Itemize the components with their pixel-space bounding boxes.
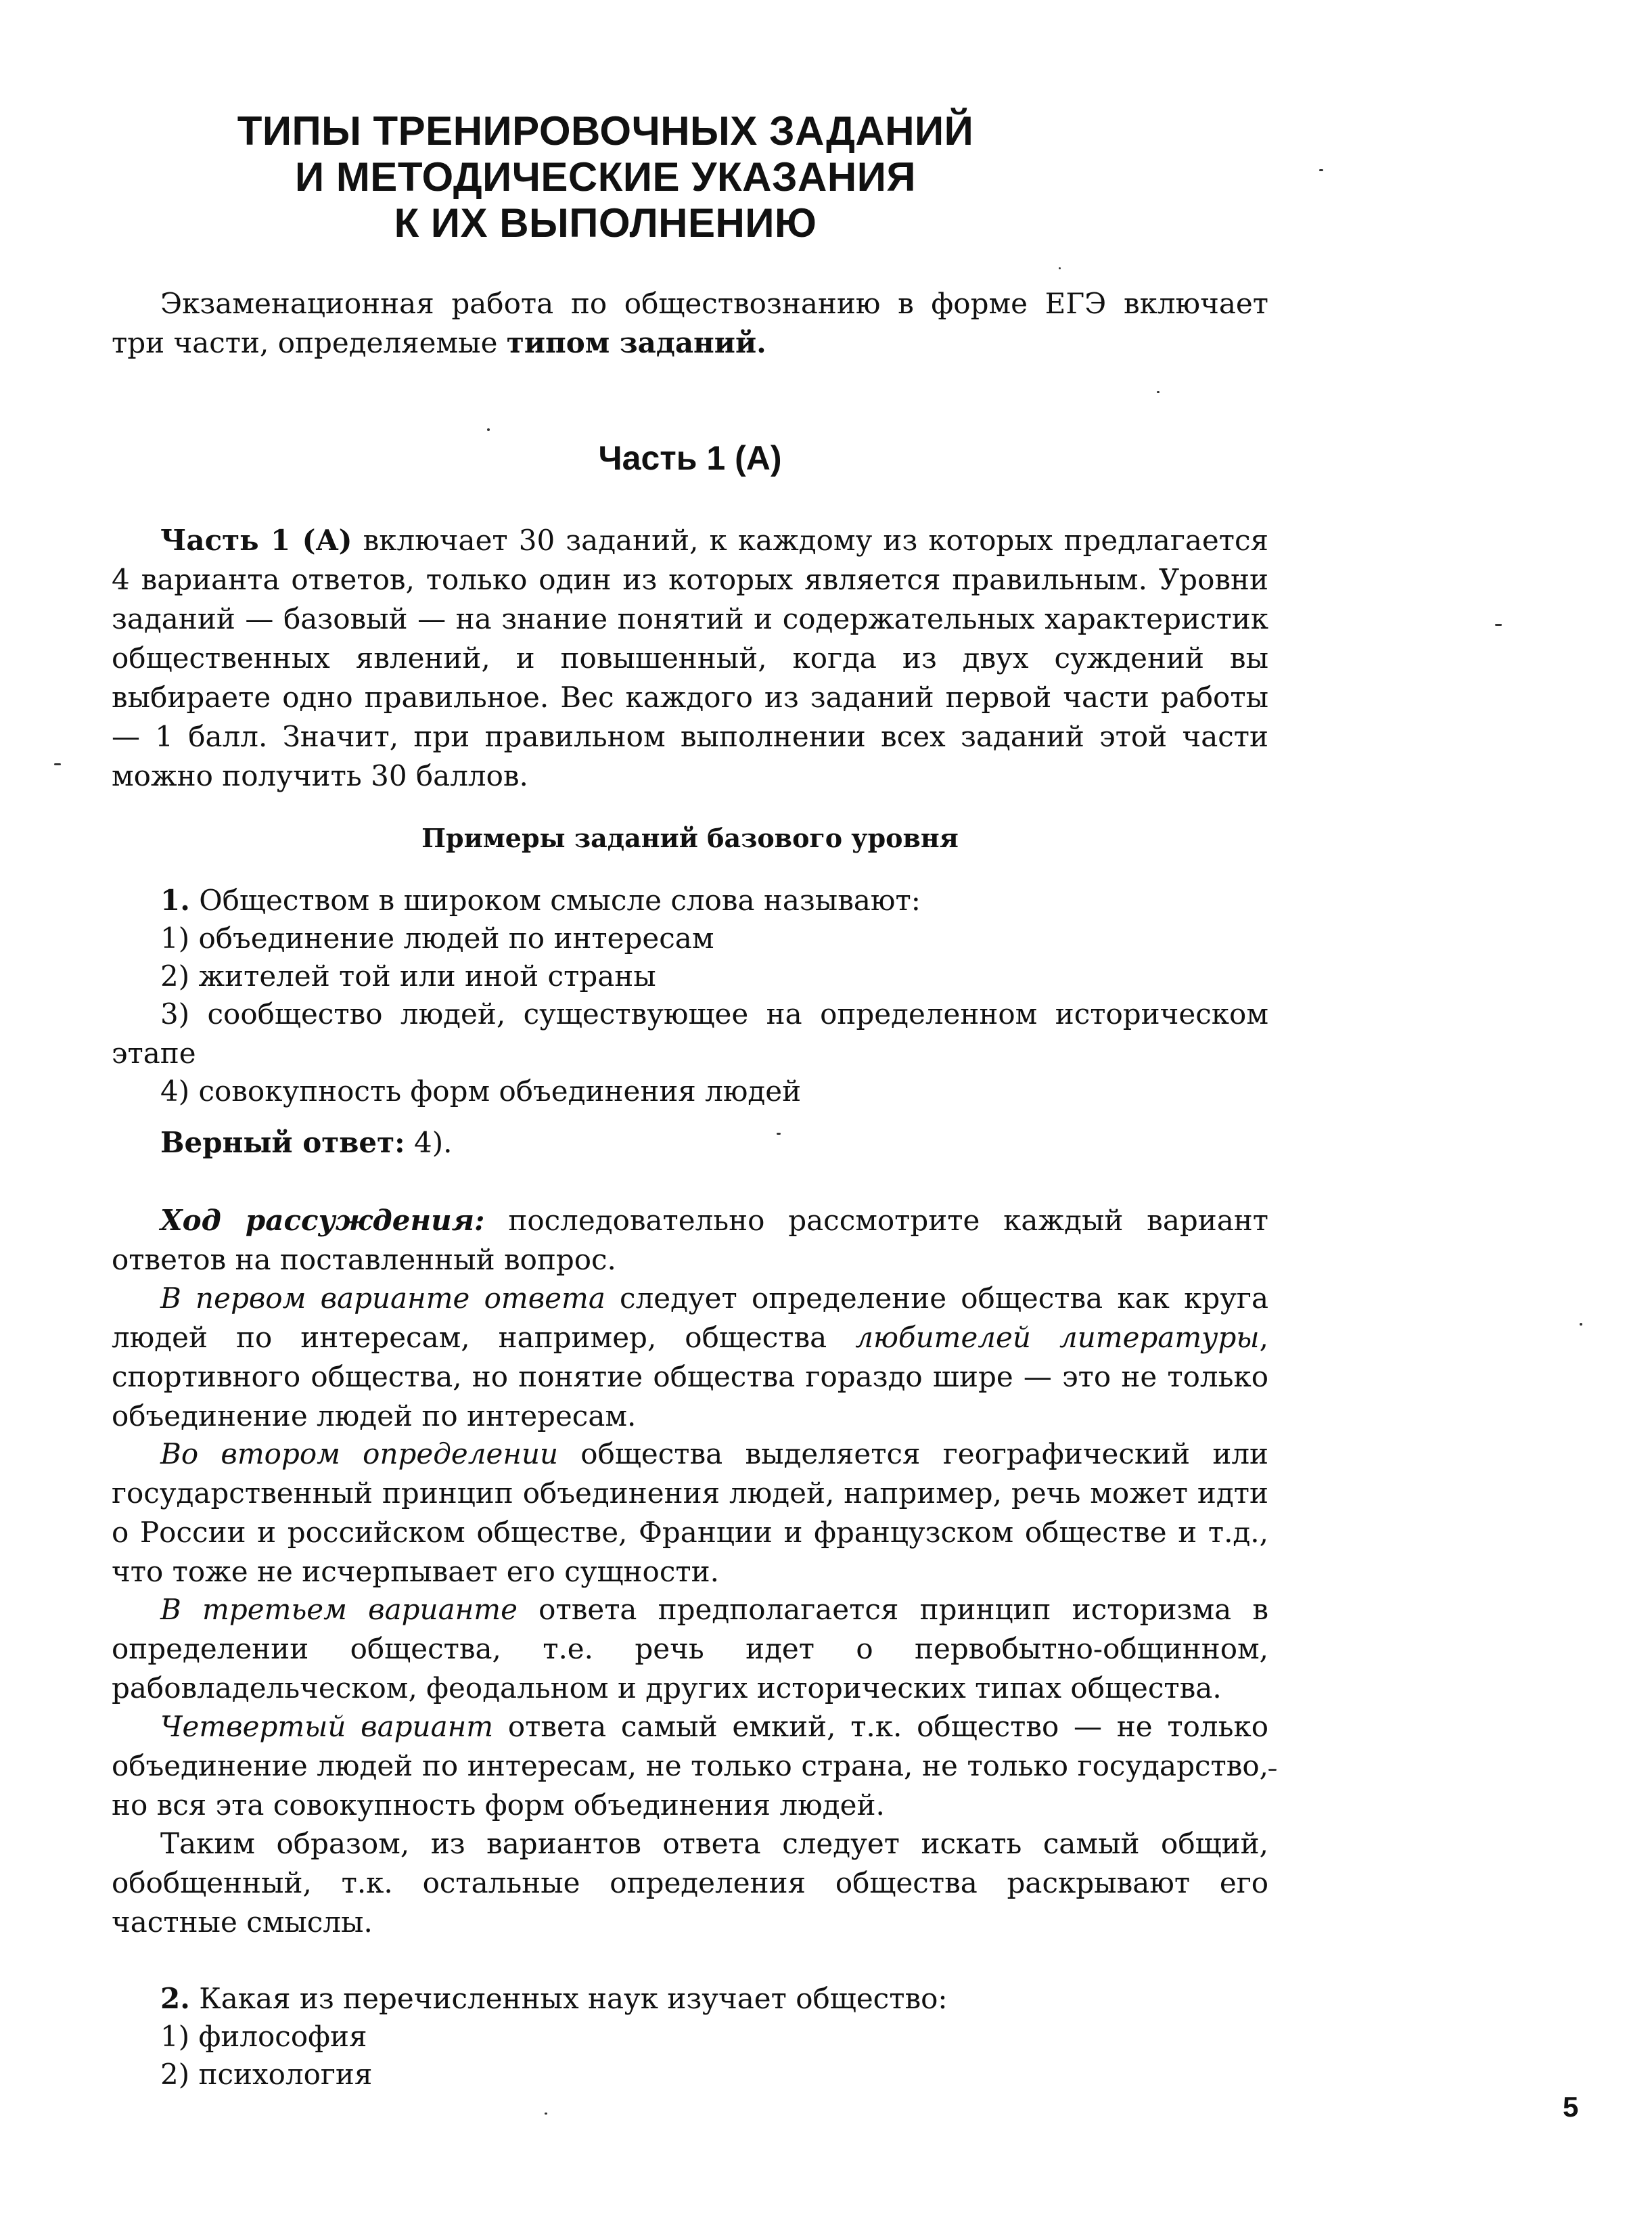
scan-speck <box>487 428 490 431</box>
para3-text: ответа предполагается принцип историзма в определении общества, т.е. речь идет о первобытно-общинном, рабовладельческом, феодальном и других исторических типах общества. <box>112 1593 1268 1705</box>
reasoning-label: Ход рассуждения: <box>160 1204 485 1237</box>
para1-italic: В первом варианте ответа <box>160 1282 605 1315</box>
scan-speck <box>1268 1769 1277 1771</box>
intro-bold: типом заданий. <box>506 326 766 359</box>
scan-speck <box>777 1133 781 1135</box>
intro-text: Экзаменационная работа по обществознанию в форме ЕГЭ включает три части, определяемые <box>112 287 1268 359</box>
reasoning-para-1 <box>112 1279 1268 1436</box>
scan-speck <box>1319 169 1323 171</box>
para3-italic: В третьем варианте <box>160 1593 518 1626</box>
part1-desc-bold: Часть 1 (А) <box>160 524 352 557</box>
task2-option-1: 1) философия <box>160 2020 367 2053</box>
para4-italic: Четвертый вариант <box>160 1710 494 1743</box>
part1-desc-text: включает 30 заданий, к каждому из которых предлагается 4 варианта ответов, только один из которых является правильным. Уровни заданий — базовый — на знание понятий и содержательных характеристик общественных явлений, и повышенный, когда из двух суждений вы выбираете одно правильное. Вес каждого из заданий первой части работы — 1 балл. Значит, при правильном выполнении всех заданий этой части можно получить 30 баллов. <box>112 524 1268 792</box>
task1-question-text: Обществом в широком смысле слова называют: <box>189 884 921 917</box>
page-number: 5 <box>1563 2091 1579 2123</box>
examples-heading: Примеры заданий базового уровня <box>421 823 959 853</box>
scan-speck <box>1495 624 1502 626</box>
para2-italic: Во втором определении <box>160 1437 559 1470</box>
scan-speck <box>545 2113 547 2115</box>
para1-text-b: , спортивного общества, но понятие общества гораздо шире — это не только объединение людей по интересам. <box>112 1321 1268 1432</box>
para1-text-a: следует определение общества как круга людей по интересам, например, общества <box>112 1282 1268 1354</box>
task1-option-3: 3) сообщество людей, существующее на определенном историческом этапе <box>112 997 1268 1070</box>
task1-number: 1. <box>160 884 190 917</box>
title-line-3: К ИХ ВЫПОЛНЕНИЮ <box>394 200 817 246</box>
title-line-1: ТИПЫ ТРЕНИРОВОЧНЫХ ЗАДАНИЙ <box>237 108 974 154</box>
scan-speck <box>54 763 61 765</box>
para1-italic-2: любителей литературы <box>855 1321 1260 1354</box>
task1-option-1: 1) объединение людей по интересам <box>160 922 714 955</box>
task1-answer <box>112 1123 1268 1162</box>
answer-label: Верный ответ: <box>160 1126 405 1159</box>
task1-option-2: 2) жителей той или иной страны <box>160 960 656 993</box>
task2-option-2: 2) психология <box>160 2058 373 2091</box>
scan-speck <box>1157 391 1160 393</box>
task1-option-4: 4) совокупность форм объединения людей <box>160 1075 802 1108</box>
task2-question <box>112 1979 1268 2018</box>
part1-description <box>112 521 1268 796</box>
para4-text: ответа самый емкий, т.к. общество — не только объединение людей по интересам, не только страна, не только государство, но вся эта совокупность форм объединения людей. <box>112 1710 1269 1822</box>
reasoning-para-5: Таким образом, из вариантов ответа следует искать самый общий, обобщенный, т.к. остальные определения общества раскрывают его частные смыслы. <box>112 1827 1268 1939</box>
page-title <box>173 108 1038 246</box>
reasoning-para-4 <box>112 1707 1268 1825</box>
part1-heading: Часть 1 (А) <box>598 439 782 477</box>
reasoning-para-2 <box>112 1435 1268 1591</box>
reasoning-text: последовательно рассмотрите каждый вариант ответов на поставленный вопрос. <box>112 1204 1269 1276</box>
title-line-2: И МЕТОДИЧЕСКИЕ УКАЗАНИЯ <box>295 154 916 200</box>
answer-value: 4). <box>405 1126 453 1159</box>
task2-question-text: Какая из перечисленных наук изучает общество: <box>189 1982 948 2015</box>
reasoning-paragraph <box>112 1201 1268 1280</box>
intro-paragraph <box>112 284 1268 363</box>
task1-question <box>112 881 1268 920</box>
para2-text: общества выделяется географический или государственный принцип объединения людей, например, речь может идти о России и российском обществе, Франции и французском обществе и т.д., что тоже не исчерпывает его сущности. <box>112 1437 1268 1588</box>
scan-speck <box>1059 267 1061 269</box>
reasoning-para-3 <box>112 1590 1268 1708</box>
scan-speck <box>1580 1323 1582 1326</box>
task2-number: 2. <box>160 1982 190 2015</box>
